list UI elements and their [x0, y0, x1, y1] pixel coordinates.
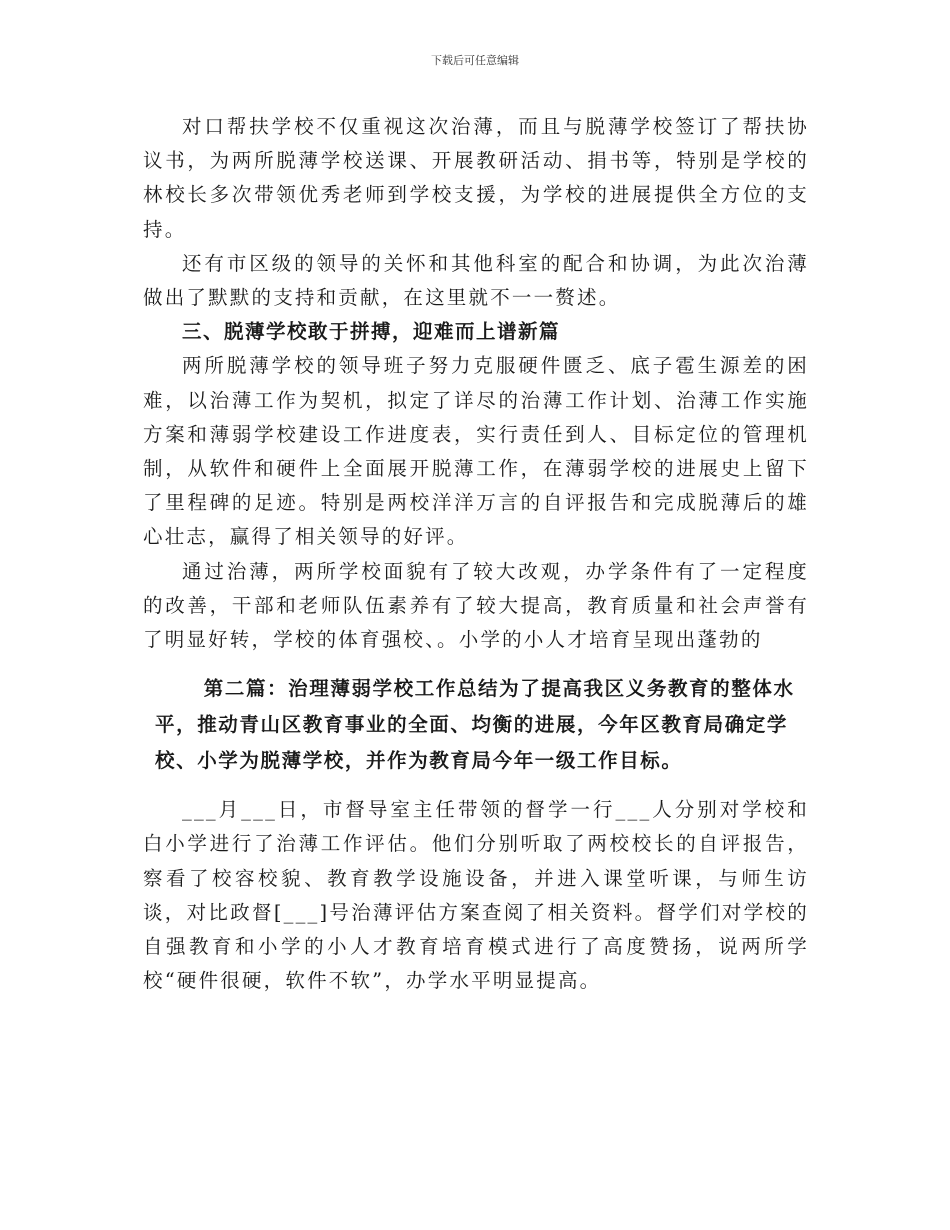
paragraph-results: 通过治薄，两所学校面貌有了较大改观，办学条件有了一定程度的改善，干部和老师队伍素养有了较大提高，教育质量和社会声誉有了明显好转，学校的体育强校、。小学的小人才培育呈现出蓬勃的: [143, 559, 809, 652]
paragraph-evaluation: ___月___日，市督导室主任带领的督学一行___人分别对学校和白小学进行了治薄工作评估。他们分别听取了两校校长的自评报告，察看了校容校貌、教育教学设施设备，并进入课堂听课，与师生访谈，对比政督[___]号治薄评估方案查阅了相关资料。督学们对学校的自强教育和小学的小人才教育培育模式进行了高度赞扬，说两所学校“硬件很硬，软件不软”，办学水平明显提高。: [143, 798, 809, 993]
section-heading-three: 三、脱薄学校敢于拼搏，迎难而上谱新篇: [182, 320, 561, 344]
paragraph-support: 对口帮扶学校不仅重视这次治薄，而且与脱薄学校签订了帮扶协议书，为两所脱薄学校送课、开展教研活动、捐书等，特别是学校的林校长多次带领优秀老师到学校支援，为学校的进展提供全方位的支持。: [143, 115, 809, 241]
paragraph-schools-effort: 两所脱薄学校的领导班子努力克服硬件匮乏、底子雹生源差的困难，以治薄工作为契机，拟定了详尽的治薄工作计划、治薄工作实施方案和薄弱学校建设工作进度表，实行责任到人、目标定位的管理机制，从软件和硬件上全面展开脱薄工作，在薄弱学校的进展史上留下了里程碑的足迹。特别是两校洋洋万言的自评报告和完成脱薄后的雄心壮志，赢得了相关领导的好评。: [143, 354, 809, 549]
page-header: 下载后可任意编辑: [431, 54, 519, 67]
document-body: [143, 110, 809, 998]
paragraph-leadership: 还有市区级的领导的关怀和其他科室的配合和协调，为此次治薄做出了默默的支持和贡献，在这里就不一一赘述。: [143, 251, 809, 310]
chapter-two-title: 第二篇：治理薄弱学校工作总结为了提高我区义务教育的整体水平，推动青山区教育事业的全面、均衡的进展，今年区教育局确定学校、小学为脱薄学校，并作为教育局今年一级工作目标。: [155, 677, 795, 773]
